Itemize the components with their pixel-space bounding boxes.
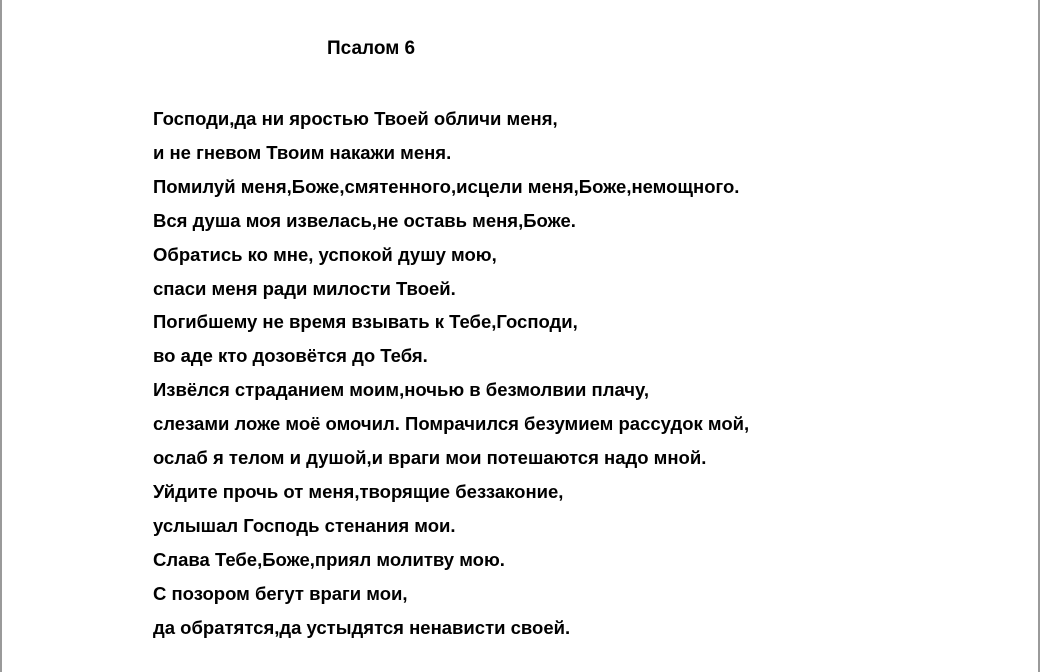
psalm-line: Помилуй меня,Боже,смятенного,исцели меня,Боже,немощного. <box>153 175 740 197</box>
psalm-line: Господи,да ни яростью Твоей обличи меня, <box>153 108 558 129</box>
psalm-line: С позором бегут враги мои, <box>153 582 408 604</box>
psalm-line: спаси меня ради милости Твоей. <box>153 277 456 299</box>
psalm-text <box>153 102 749 645</box>
psalm-line: Погибшему не время взывать к Тебе,Господи, <box>153 311 578 333</box>
psalm-line: Уйдите прочь от меня,творящие беззаконие, <box>153 480 564 502</box>
psalm-line: да обратятся,да устыдятся ненависти своей. <box>153 616 571 638</box>
psalm-title: Псалом 6 <box>327 38 416 59</box>
psalm-line: Слава Тебе,Боже,приял молитву мою. <box>153 548 505 570</box>
psalm-line: во аде кто дозовётся до Тебя. <box>153 345 428 367</box>
psalm-line: Обратись ко мне, успокой душу мою, <box>153 243 497 265</box>
psalm-line: ослаб я телом и душой,и враги мои потешаются надо мной. <box>153 447 707 469</box>
psalm-line: услышал Господь стенания мои. <box>153 514 456 536</box>
psalm-line: и не гневом Твоим накажи меня. <box>153 141 452 163</box>
psalm-line: Извёлся страданием моим,ночью в безмолвии плачу, <box>153 379 650 401</box>
psalm-line: слезами ложе моё омочил. Помрачился безумием рассудок мой, <box>153 413 750 435</box>
psalm-line: Вся душа моя извелась,не оставь меня,Боже. <box>153 209 576 231</box>
